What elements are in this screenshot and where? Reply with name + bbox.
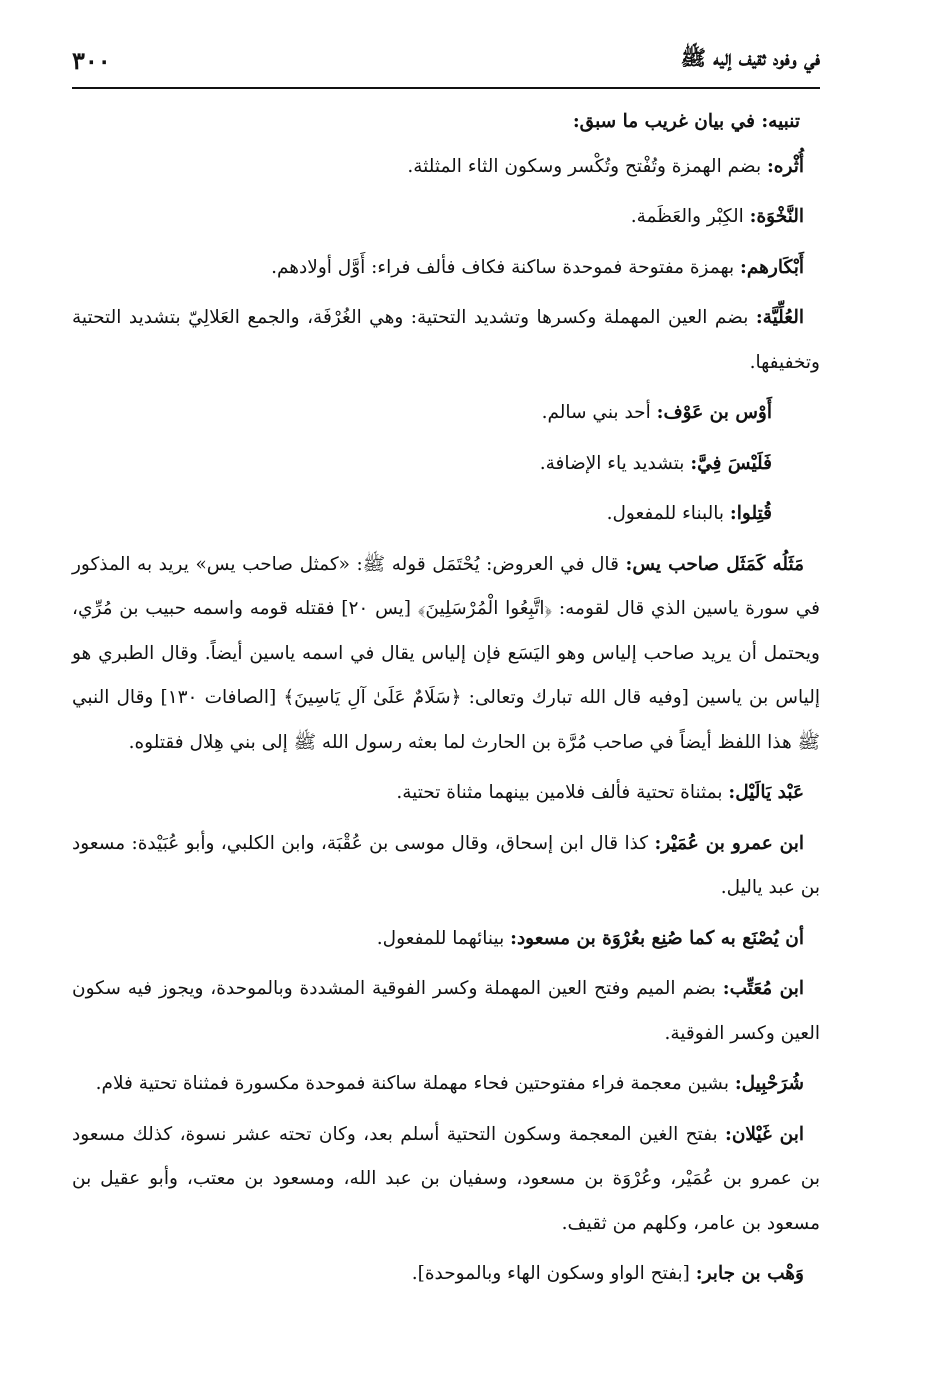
gloss-text: بشين معجمة فراء مفتوحتين فحاء مهملة ساكنة فموحدة مكسورة فمثناة تحتية فلام. bbox=[95, 1073, 735, 1094]
gloss-text: كذا قال ابن إسحاق، وقال موسى بن عُقْبَة، وابن الكلبي، وأبو عُبَيْدة: مسعود بن عبد ياليل. bbox=[72, 832, 820, 898]
gloss-term: وَهْب بن جابر: bbox=[695, 1263, 804, 1284]
gloss-entry bbox=[72, 296, 820, 385]
gloss-term: ابن مُعَتِّب: bbox=[722, 978, 804, 999]
gloss-term: ابن غَيْلان: bbox=[725, 1123, 804, 1145]
gloss-entry bbox=[72, 967, 820, 1056]
gloss-text: الكِبْر والعَظَمة. bbox=[630, 206, 750, 227]
gloss-text: بهمزة مفتوحة فموحدة ساكنة فكاف فألف فراء: أَوَّل أولادهم. bbox=[271, 256, 741, 278]
gloss-text: قال في العروض: يُحْتَمَل قوله ﷺ: «كمثل صاحب يس» يريد به المذكور في سورة ياسين الذي قال لقومه: ﴿اتَّبِعُوا الْمُرْسَلِينَ﴾ [يس ٢٠] فقتله قومه واسمه حبيب بن مُرِّي، ويحتمل أن يريد صاحب إلياس وهو اليَسَع فإن إلياس يقال في اسمه ياسين أيضاً. وقال الطبري هو إلياس بن ياسين [وفيه قال الله تبارك وتعالى: ﴿سَلَامٌ عَلَىٰ آلِ يَاسِينَ﴾ [الصافات ١٣٠] وقال النبي ﷺ هذا اللفظ أيضاً في صاحب مُرَّة بن الحارث لما بعثه رسول الله ﷺ إلى بني هِلال فقتلوه. bbox=[72, 553, 820, 753]
gloss-text: بفتح الغين المعجمة وسكون التحتية أسلم بعد، وكان تحته عشر نسوة، كذلك مسعود بن عمرو بن عُمَيْر، وعُرْوَة بن مسعود، وسفيان بن عبد الله، ومسعود بن معتب، وأبو عقيل بن مسعود بن عامر، وكلهم من ثقيف. bbox=[72, 1123, 820, 1234]
gloss-entry bbox=[72, 442, 820, 487]
gloss-text: بتشديد ياء الإضافة. bbox=[539, 452, 691, 474]
gloss-text: بضم الميم وفتح العين المهملة وكسر الفوقية المشددة وبالموحدة، ويجوز فيه سكون العين وكسر الفوقية. bbox=[72, 978, 820, 1044]
gloss-text: [بفتح الواو وسكون الهاء وبالموحدة]. bbox=[411, 1263, 696, 1284]
gloss-term: مَثَلُه كَمَثَل صاحب يس: bbox=[625, 553, 804, 575]
gloss-entry bbox=[72, 543, 820, 766]
gloss-entry bbox=[72, 917, 820, 962]
gloss-text: بمثناة تحتية فألف فلامين بينهما مثناة تحتية. bbox=[396, 782, 729, 803]
section-heading bbox=[72, 100, 820, 145]
gloss-entry bbox=[72, 195, 820, 240]
gloss-term: ابن عمرو بن عُمَيْر: bbox=[654, 832, 805, 854]
header-divider bbox=[72, 87, 820, 89]
gloss-entry bbox=[72, 246, 820, 291]
gloss-text: بالبناء للمفعول. bbox=[606, 503, 730, 524]
gloss-text: بضم العين المهملة وكسرها وتشديد التحتية: وهي الغُرْفَة، والجمع العَلالِيّ بتشديد التحتية وتخفيفها. bbox=[72, 307, 820, 373]
gloss-term: أُثْره: bbox=[766, 155, 804, 177]
gloss-text: أحد بني سالم. bbox=[541, 402, 657, 423]
gloss-entry bbox=[72, 1252, 820, 1297]
gloss-term: أن يُصْنَع به كما صُنِع بعُرْوَة بن مسعود: bbox=[510, 927, 804, 949]
gloss-text: بينائهما للمفعول. bbox=[376, 927, 511, 949]
gloss-term: أَبْكَارهم: bbox=[740, 256, 804, 278]
gloss-term: فَلَيْسَ فِيَّ: bbox=[690, 452, 772, 474]
gloss-term: عَبْد يَالَيْل: bbox=[728, 782, 804, 803]
heading-text: تنبيه: في بيان غريب ما سبق: bbox=[572, 111, 800, 132]
gloss-term: العُلِّيَّة: bbox=[755, 307, 804, 328]
gloss-entry bbox=[72, 492, 820, 537]
gloss-entry bbox=[72, 1113, 820, 1247]
page-header bbox=[72, 34, 820, 86]
running-title: في وفود ثقيف إليه ﷺ bbox=[680, 44, 820, 70]
gloss-term: قُتِلوا: bbox=[729, 503, 772, 524]
gloss-entry bbox=[72, 391, 820, 436]
gloss-text: بضم الهمزة وتُفْتح وتُكْسر وسكون الثاء المثلثة. bbox=[407, 155, 767, 177]
gloss-term: شُرَحْبِيل: bbox=[734, 1073, 804, 1094]
page-number: ٣٠٠ bbox=[72, 45, 111, 75]
page-body bbox=[72, 100, 820, 1303]
gloss-entry bbox=[72, 145, 820, 190]
gloss-entry bbox=[72, 771, 820, 816]
gloss-term: أَوْس بن عَوْف: bbox=[656, 402, 772, 423]
gloss-term: النَّخْوَة: bbox=[749, 206, 804, 227]
gloss-entry bbox=[72, 822, 820, 911]
gloss-entry bbox=[72, 1062, 820, 1107]
